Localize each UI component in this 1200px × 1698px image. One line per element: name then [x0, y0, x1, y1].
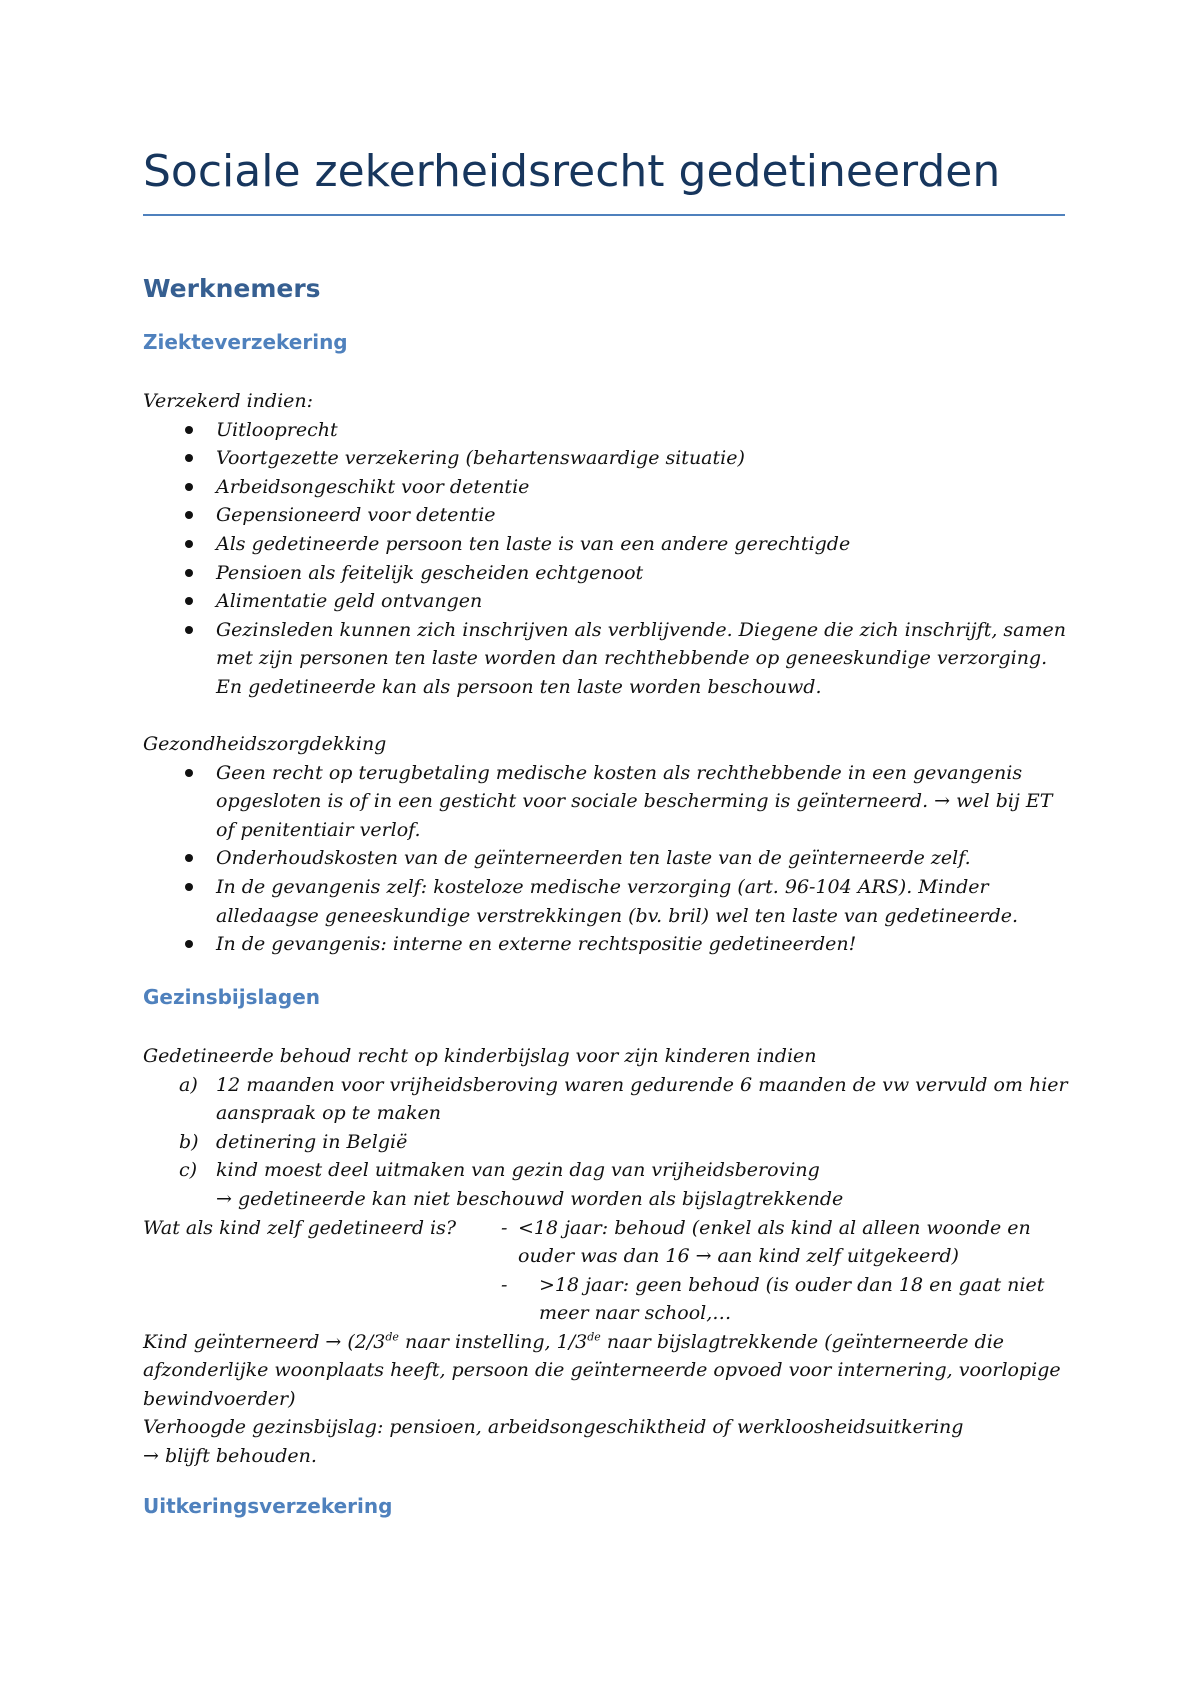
question-text: Wat als kind zelf gedetineerd is? [143, 1216, 457, 1239]
raised-allowance-arrow: → blijft behouden. [143, 1444, 317, 1467]
question-row [143, 1214, 1073, 1328]
interned-paragraph [143, 1328, 1073, 1414]
list-item [179, 1128, 1073, 1157]
gezondheid-list [143, 759, 1073, 959]
heading-gezinsbijslagen: Gezinsbijslagen [143, 985, 321, 1009]
list-item-text: detinering in België [216, 1130, 408, 1153]
answer-1-content: <18 jaar: behoud (enkel als kind al alleen woonde en ouder was dan 16 → aan kind zelf uitgekeerd) [518, 1216, 1031, 1268]
list-item: Uitlooprecht [216, 416, 1073, 445]
interned-text-b: naar instelling, 1/3 [398, 1330, 588, 1353]
title-underline [143, 214, 1065, 216]
list-item: Als gedetineerde persoon ten laste is van een andere gerechtigde [216, 530, 1073, 559]
superscript: de [587, 1330, 601, 1344]
interned-text-a: Kind geïnterneerd → (2/3 [143, 1330, 386, 1353]
gezin-arrow-note: → gedetineerde kan niet beschouwd worden als bijslagtrekkende [216, 1187, 844, 1210]
list-item [179, 1071, 1073, 1128]
list-item: Onderhoudskosten van de geïnterneerden ten laste van de geïnterneerde zelf. [216, 844, 1073, 873]
dash-marker: - [501, 1273, 508, 1296]
answer-1-text [518, 1214, 1073, 1271]
list-item: Arbeidsongeschikt voor detentie [216, 473, 1073, 502]
dash-marker: - [501, 1216, 508, 1239]
answer-2-text: >18 jaar: geen behoud (is ouder dan 18 en gaat niet meer naar school,… [539, 1273, 1045, 1325]
list-marker: a) [179, 1073, 198, 1096]
raised-allowance-line: Verhoogde gezinsbijslag: pensioen, arbeidsongeschiktheid of werkloosheidsuitkering [143, 1416, 964, 1439]
list-item-text: 12 maanden voor vrijheidsberoving waren gedurende 6 maanden de vw vervuld om hier aanspraak op te maken [216, 1073, 1068, 1125]
gezondheid-lead: Gezondheidszorgdekking [143, 733, 387, 755]
list-item [179, 1156, 1073, 1185]
ziekte-block [143, 387, 1073, 702]
ziekte-lead: Verzekerd indien: [143, 390, 314, 412]
heading-uitkeringsverzekering: Uitkeringsverzekering [143, 1494, 393, 1518]
gezin-list [143, 1071, 1073, 1185]
list-item: Gezinsleden kunnen zich inschrijven als verblijvende. Diegene die zich inschrijft, samen met zijn personen ten laste worden dan rechthebbende op geneeskundige verzorging. En gedetineerde kan als persoon ten laste worden beschouwd. [216, 616, 1073, 702]
interned-text-c: naar bijslagtrekkende (geïnterneerde die afzonderlijke woonplaats heeft, persoon die geïnterneerde opvoed voor internering, voorlopige bewindvoerder) [143, 1330, 1061, 1410]
list-item: In de gevangenis: interne en externe rechtspositie gedetineerden! [216, 930, 1073, 959]
document-title: Sociale zekerheidsrecht gedetineerden [143, 146, 1001, 197]
ziekte-list [143, 416, 1073, 702]
list-item: Alimentatie geld ontvangen [216, 587, 1073, 616]
list-marker: c) [179, 1159, 198, 1182]
list-item: Pensioen als feitelijk gescheiden echtgenoot [216, 559, 1073, 588]
superscript: de [385, 1330, 399, 1344]
list-item: Voortgezette verzekering (behartenswaardige situatie) [216, 444, 1073, 473]
list-item: Gepensioneerd voor detentie [216, 501, 1073, 530]
gezin-lead: Gedetineerde behoud recht op kinderbijslag voor zijn kinderen indien [143, 1045, 817, 1067]
list-item-text: kind moest deel uitmaken van gezin dag van vrijheidsberoving [216, 1159, 820, 1182]
heading-ziekteverzekering: Ziekteverzekering [143, 330, 348, 354]
list-marker: b) [179, 1130, 199, 1153]
gezondheid-block [143, 730, 1073, 959]
list-item: Geen recht op terugbetaling medische kosten als rechthebbende in een gevangenis opgesloten is of in een gesticht voor sociale bescherming is geïnterneerd. → wel bij ET of penitentiair verlof. [216, 759, 1073, 845]
list-item: In de gevangenis zelf: kosteloze medische verzorging (art. 96-104 ARS). Minder alledaagse geneeskundige verstrekkingen (bv. bril) wel ten laste van gedetineerde. [216, 873, 1073, 930]
heading-werknemers: Werknemers [143, 274, 321, 303]
gezin-block [143, 1042, 1073, 1471]
